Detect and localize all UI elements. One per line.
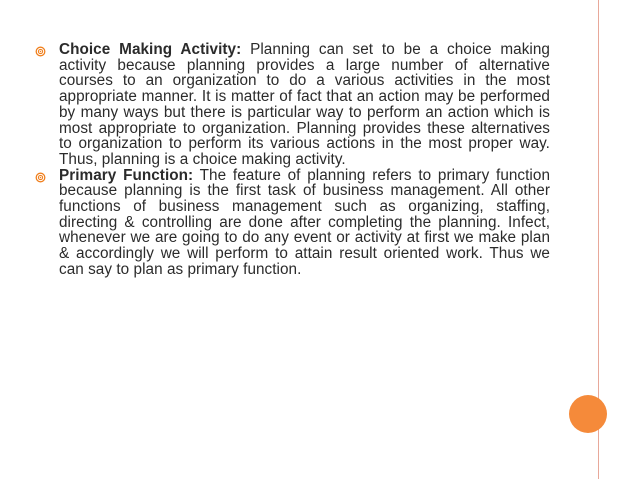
- bullet-item-choice-making: [35, 42, 550, 168]
- bullet-icon: [35, 46, 45, 56]
- slide-content: [35, 42, 550, 278]
- bullet-icon: [35, 172, 45, 182]
- bullet-lead: Primary Function:: [59, 166, 194, 184]
- bullet-paragraph: [59, 42, 550, 168]
- decorative-orange-circle: [569, 395, 607, 433]
- bullet-lead: Choice Making Activity:: [59, 41, 242, 58]
- bullet-text: The feature of planning refers to primary function because planning is the first task of business management. All other functions of business management such as organizing, staffing, directing & controlling are done after completing the planning. Infect, whenever we are going to do any event or activity at first we make plan & accordingly we will perform to attain result oriented work. Thus we can say to plan as primary function.: [59, 166, 550, 278]
- bullet-text: Planning can set to be a choice making activity because planning provides a large number of alternative courses to an organization to do a various activities in the most appropriate manner. It is matter of fact that an action may be performed by many ways but there is particular way to perform an action which is most appropriate to organization. Planning provides these alternatives to organization to perform its various actions in the most proper way. Thus, planning is a choice making activity.: [59, 41, 550, 168]
- slide-left-border: [0, 0, 6, 479]
- bullet-item-primary-function: [35, 168, 550, 278]
- slide-top-border: [0, 0, 638, 8]
- bullet-paragraph: [59, 168, 550, 278]
